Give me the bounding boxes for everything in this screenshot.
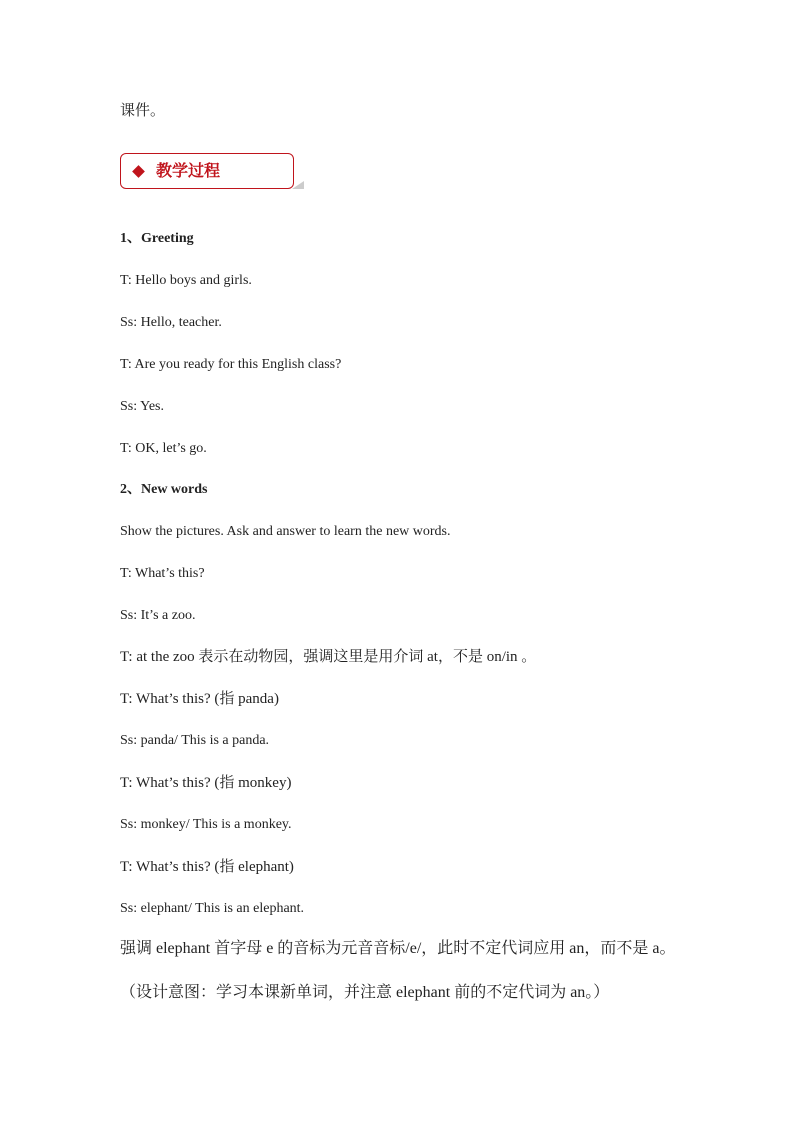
intro-tail-text: 课件。 <box>120 103 166 119</box>
dialogue-line: T: Hello boys and girls. <box>120 273 252 288</box>
diamond-icon <box>132 165 145 178</box>
dialogue-line: Ss: Hello, teacher. <box>120 315 222 330</box>
dialogue-line: T: Are you ready for this English class? <box>120 357 342 372</box>
dialogue-line: Ss: It’s a zoo. <box>120 608 196 623</box>
instruction-line: Show the pictures. Ask and answer to learn the new words. <box>120 524 451 539</box>
dialogue-line: Ss: Yes. <box>120 399 164 414</box>
section-header-shadow <box>292 181 304 189</box>
emphasis-note: 强调 elephant 首字母 e 的音标为元音音标/e/，此时不定代词应用 an，而不是 a。 <box>120 940 676 957</box>
step-heading-new-words: 2、New words <box>120 482 208 497</box>
dialogue-line: Ss: monkey/ This is a monkey. <box>120 817 292 832</box>
dialogue-line: T: What’s this? (指 monkey) <box>120 775 292 791</box>
dialogue-line: Ss: panda/ This is a panda. <box>120 733 270 748</box>
dialogue-line: T: What’s this? (指 elephant) <box>120 859 294 875</box>
dialogue-line: T: What’s this? (指 panda) <box>120 691 279 707</box>
section-title: 教学过程 <box>156 161 221 180</box>
dialogue-line: T: OK, let’s go. <box>120 441 207 456</box>
step-heading-greeting: 1、Greeting <box>120 231 194 246</box>
dialogue-line: Ss: elephant/ This is an elephant. <box>120 901 305 916</box>
dialogue-line: T: What’s this? <box>120 566 205 581</box>
section-header-box <box>120 153 294 189</box>
design-intent-note: （设计意图：学习本课新单词，并注意 elephant 前的不定代词为 an。） <box>120 984 610 1001</box>
dialogue-line: T: at the zoo 表示在动物园，强调这里是用介词 at，不是 on/in 。 <box>120 649 537 665</box>
